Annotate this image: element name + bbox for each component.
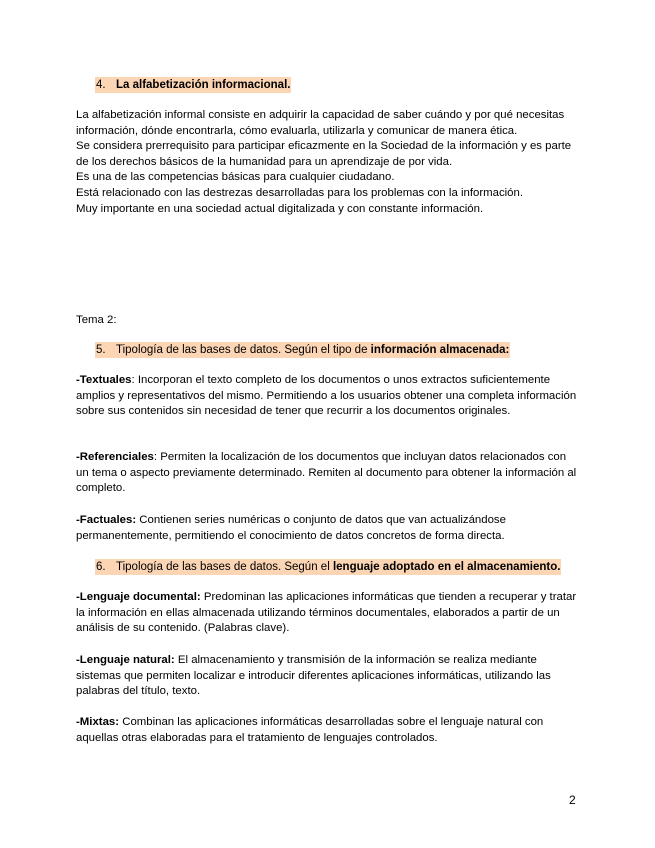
item-sep: : xyxy=(153,451,158,463)
item-term: -Factuales: xyxy=(76,514,137,526)
item-text: Predominan las aplicaciones informáticas que tienden a recuperar y tratar la información en ellas almacenada utilizando términos documentales, elaborados a partir de un análisis de su contenido. (Palabras clave). xyxy=(76,591,577,635)
item-text: Contienen series numéricas o conjunto de datos que van actualizándose permanentemente, permitiendo el conocimiento de datos concretos de forma directa. xyxy=(76,514,506,542)
section-6-title-plain: Tipología de las bases de datos. Según el xyxy=(116,561,333,573)
section-4-line-4: Está relacionado con las destrezas desarrolladas para los problemas con la información. xyxy=(76,186,524,199)
section-4-number: 4. xyxy=(96,79,106,91)
section-6-item-natural xyxy=(76,653,581,700)
page-number: 2 xyxy=(569,793,576,807)
section-6-title-bold: lenguaje adoptado en el almacenamiento. xyxy=(332,561,561,573)
section-5-number: 5. xyxy=(96,344,106,356)
section-6-heading xyxy=(95,559,561,575)
section-4-line-2: Se considera prerrequisito para participar eficazmente en la Sociedad de la información y es parte de los derechos básicos de la humanidad para un aprendizaje de por vida. xyxy=(76,140,572,168)
section-4-line-1: La alfabetización informal consiste en adquirir la capacidad de saber cuándo y por qué necesitas información, dónde encontrarla, cómo evaluarla, utilizarla y comunicar de manera ética. xyxy=(76,109,565,137)
section-4-body xyxy=(76,108,581,217)
section-5-item-textuales xyxy=(76,373,581,420)
section-5-title-bold: información almacenada: xyxy=(370,344,510,356)
section-4-heading xyxy=(95,77,291,93)
section-5-title-plain: Tipología de las bases de datos. Según el tipo de xyxy=(116,344,371,356)
item-text: Permiten la localización de los documentos que incluyan datos relacionados con un tema o aspecto previamente determinado. Remiten al documento para obtener la información al completo. xyxy=(76,451,577,495)
section-4-line-5: Muy importante en una sociedad actual digitalizada y con constante información. xyxy=(76,202,484,215)
section-4-title: La alfabetización informacional. xyxy=(116,79,291,91)
tema-label: Tema 2: xyxy=(76,314,117,326)
section-5-item-factuales xyxy=(76,513,581,544)
section-5-item-referenciales xyxy=(76,450,581,497)
item-term: -Textuales xyxy=(76,374,132,386)
section-6-item-mixtas xyxy=(76,715,581,746)
item-term: -Lenguaje documental: xyxy=(76,591,201,603)
section-5-heading xyxy=(95,342,510,358)
item-term: -Lenguaje natural: xyxy=(76,654,175,666)
item-sep: : xyxy=(131,374,135,386)
section-6-number: 6. xyxy=(96,561,106,573)
item-term: -Referenciales xyxy=(76,451,154,463)
item-text: Combinan las aplicaciones informáticas desarrolladas sobre el lenguaje natural con aquellas otras elaboradas para el tratamiento de lenguajes controlados. xyxy=(76,716,544,744)
item-text: Incorporan el texto completo de los documentos o unos extractos suficientemente amplios y representativos del mismo. Permitiendo a los usuarios obtener una completa información sobre sus contenidos sin necesidad de tener que recurrir a los documentos originales. xyxy=(76,374,577,418)
item-text: El almacenamiento y transmisión de la información se realiza mediante sistemas que permiten localizar e introducir diferentes aplicaciones informáticas, utilizando las palabras del título, texto. xyxy=(76,654,551,698)
item-term: -Mixtas: xyxy=(76,716,120,728)
section-4-line-3: Es una de las competencias básicas para cualquier ciudadano. xyxy=(76,171,395,184)
section-6-item-documental xyxy=(76,590,581,637)
